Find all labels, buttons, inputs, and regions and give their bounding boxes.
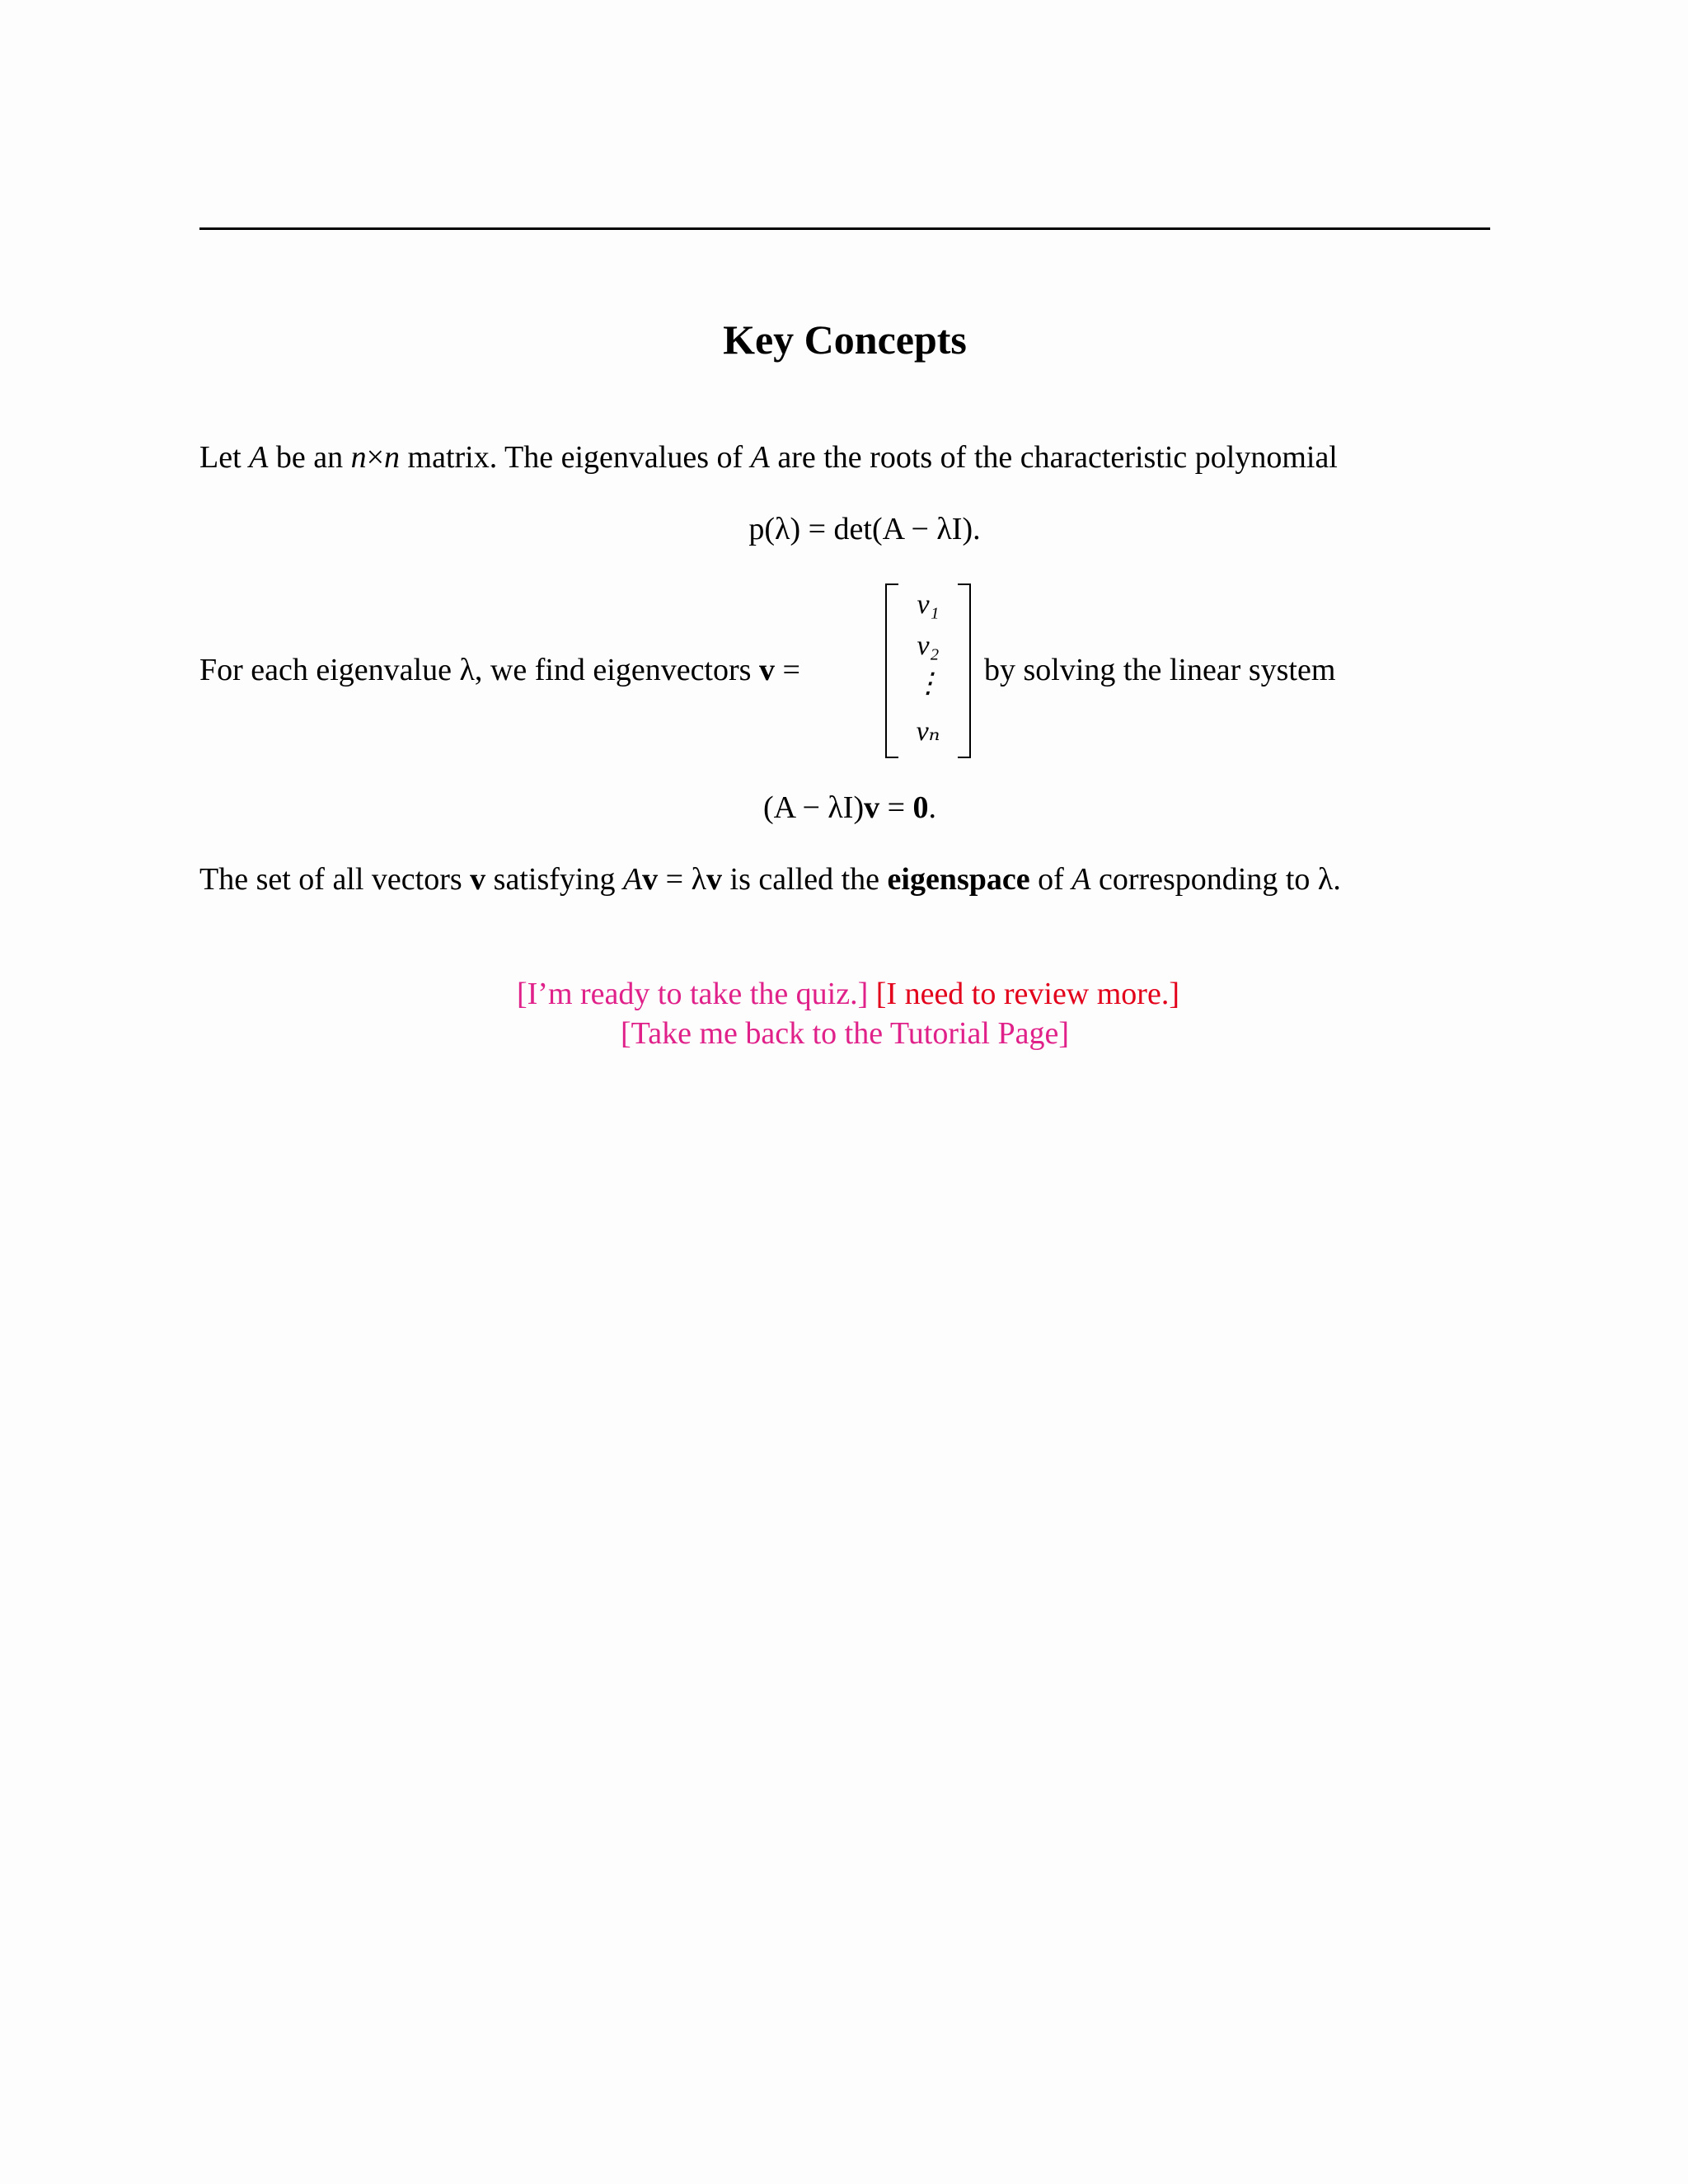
eigenvector-paragraph — [199, 583, 1490, 757]
matrix-entry: v₁ — [917, 589, 940, 620]
quiz-link[interactable]: [I’m ready to take the quiz.] — [517, 977, 869, 1011]
eigenvector-column-matrix — [885, 583, 971, 757]
characteristic-polynomial-equation: p(λ) = det(A − λI). — [748, 512, 981, 546]
eigenspace-paragraph: The set of all vectors v satisfying Av = λv is called the eigenspace of A corresponding to λ. — [199, 862, 1341, 897]
matrix-entry: vₙ — [916, 716, 940, 747]
page-title: Key Concepts — [723, 316, 967, 363]
navigation-links — [199, 974, 1490, 1053]
intro-paragraph: Let A be an n×n matrix. The eigenvalues of A are the roots of the characteristic polynomial — [199, 440, 1338, 475]
right-bracket — [958, 583, 971, 758]
eigenvector-lead-text: For each eigenvalue λ, we find eigenvectors v = — [199, 653, 800, 687]
matrix-vertical-ellipsis: ⋮ — [914, 668, 942, 699]
eigenvector-tail-text: by solving the linear system — [984, 653, 1336, 687]
linear-system-equation: (A − λI)v = 0. — [762, 790, 937, 825]
tutorial-page-link[interactable]: [Take me back to the Tutorial Page] — [621, 1016, 1069, 1051]
eigenspace-term: eigenspace — [887, 862, 1030, 897]
matrix-entry: v₂ — [917, 630, 940, 661]
review-link[interactable]: [I need to review more.] — [875, 977, 1179, 1011]
horizontal-rule — [199, 227, 1490, 230]
